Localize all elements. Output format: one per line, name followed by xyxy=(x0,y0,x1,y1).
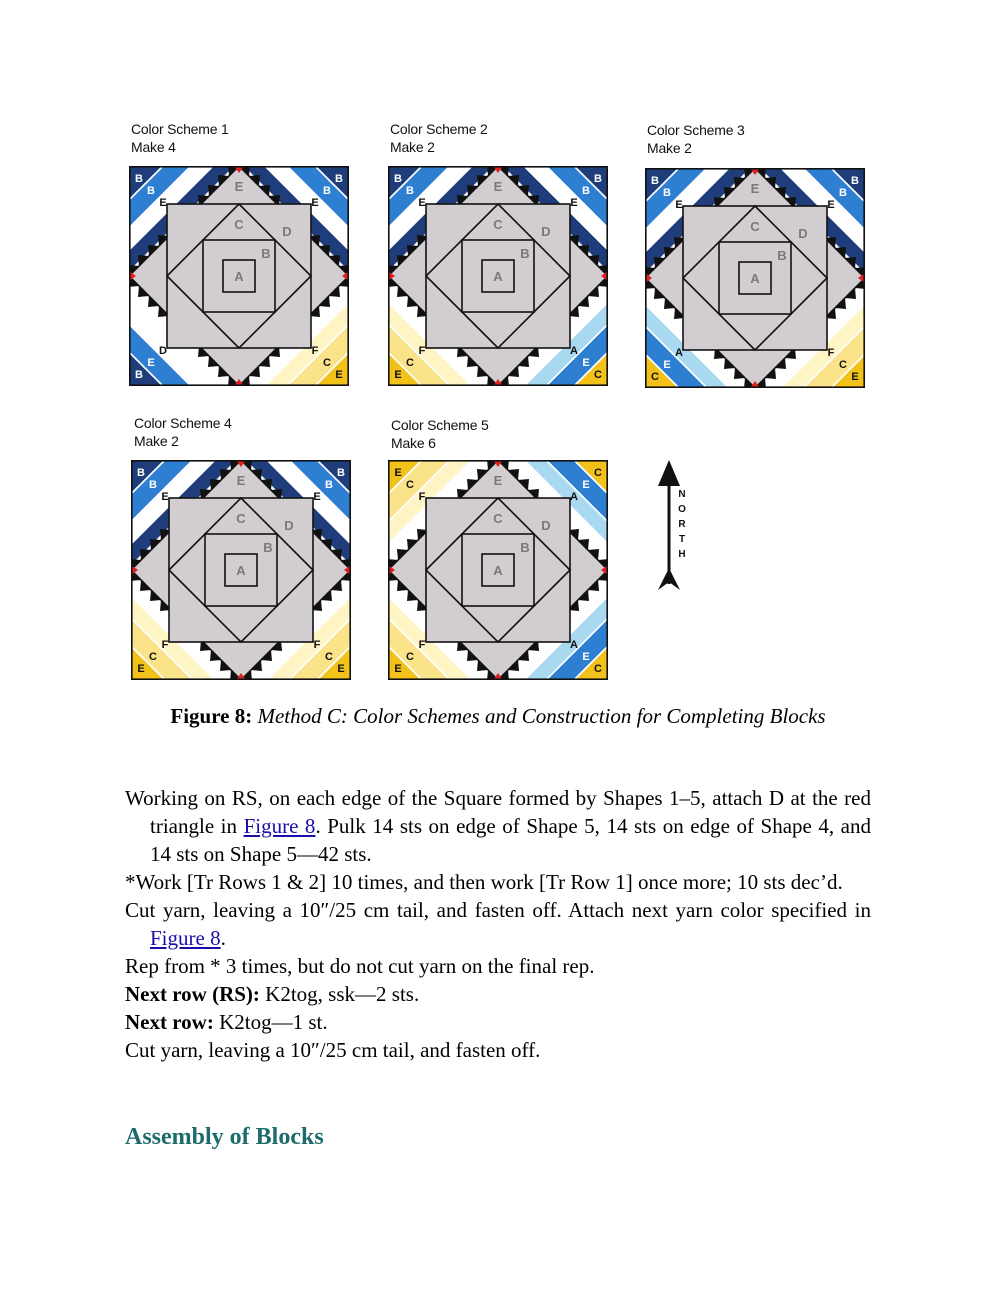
scheme-title: Color Scheme 2 xyxy=(390,121,488,137)
corner-letter: E xyxy=(335,369,343,381)
corner-letter: C xyxy=(594,663,602,675)
instruction-step: *Work [Tr Rows 1 & 2] 10 times, and then work [Tr Row 1] once more; 10 sts dec’d. xyxy=(125,870,843,894)
block-scheme-2 xyxy=(388,166,608,386)
block-svg xyxy=(388,460,608,680)
center-letter: C xyxy=(750,219,760,234)
instructions xyxy=(125,784,871,1064)
step-label: Next row: xyxy=(125,1010,214,1034)
corner-letter: F xyxy=(161,639,169,651)
block-scheme-4 xyxy=(131,460,351,680)
center-letter: A xyxy=(493,563,503,578)
caption-text: Method C: Color Schemes and Construction for Completing Blocks xyxy=(257,704,826,728)
step-text: K2tog—1 st. xyxy=(213,1010,328,1034)
scheme-title: Color Scheme 3 xyxy=(647,122,745,138)
block-svg xyxy=(131,460,351,680)
center-letter: E xyxy=(236,473,246,488)
block-svg xyxy=(388,166,608,386)
corner-letter: B xyxy=(839,187,847,199)
corner-letter: E xyxy=(582,357,590,369)
corner-letter: E xyxy=(827,199,835,211)
center-letter: A xyxy=(236,563,246,578)
corner-letter: E xyxy=(394,467,402,479)
center-letter: D xyxy=(541,224,551,239)
scheme-2-label xyxy=(390,120,488,156)
corner-letter: E xyxy=(161,491,169,503)
scheme-4-label xyxy=(134,414,232,450)
center-letter: B xyxy=(263,540,273,555)
north-letter: O xyxy=(678,504,686,515)
corner-letter: A xyxy=(570,345,578,357)
scheme-3-label xyxy=(647,121,745,157)
corner-letter: B xyxy=(323,185,331,197)
corner-letter: B xyxy=(337,467,345,479)
corner-letter: B xyxy=(394,173,402,185)
center-letter: C xyxy=(234,217,244,232)
corner-letter: C xyxy=(149,651,157,663)
corner-letter: E xyxy=(159,197,167,209)
center-letter: D xyxy=(798,226,808,241)
caption-label: Figure 8: xyxy=(170,704,253,728)
corner-letter: B xyxy=(594,173,602,185)
corner-letter: A xyxy=(570,639,578,651)
center-letter: E xyxy=(234,179,244,194)
corner-letter: B xyxy=(325,479,333,491)
instruction-step xyxy=(125,896,871,952)
section-heading: Assembly of Blocks xyxy=(125,1124,324,1150)
corner-letter: E xyxy=(137,663,145,675)
scheme-make: Make 2 xyxy=(647,140,692,156)
center-letter: E xyxy=(750,181,760,196)
corner-letter: E xyxy=(582,479,590,491)
corner-letter: A xyxy=(675,347,683,359)
corner-letter: B xyxy=(651,175,659,187)
scheme-title: Color Scheme 5 xyxy=(391,417,489,433)
figure-caption xyxy=(120,702,876,730)
corner-letter: B xyxy=(335,173,343,185)
north-letter: R xyxy=(678,519,686,530)
corner-letter: B xyxy=(582,185,590,197)
corner-letter: C xyxy=(594,369,602,381)
north-letter: T xyxy=(678,534,686,545)
instruction-step: Rep from * 3 times, but do not cut yarn on the final rep. xyxy=(125,954,595,978)
corner-letter: E xyxy=(337,663,345,675)
center-letter: C xyxy=(493,511,503,526)
corner-letter: C xyxy=(406,357,414,369)
step-text: . Pulk 14 sts on edge of Shape 5, 14 sts on edge of Shape 4, and 14 sts on Shape 5—42 sts. xyxy=(150,814,871,866)
corner-letter: B xyxy=(851,175,859,187)
scheme-title: Color Scheme 1 xyxy=(131,121,229,137)
corner-letter: E xyxy=(394,663,402,675)
corner-letter: A xyxy=(570,491,578,503)
corner-letter: E xyxy=(418,197,426,209)
center-letter: E xyxy=(493,473,503,488)
corner-letter: F xyxy=(418,491,426,503)
corner-letter: B xyxy=(149,479,157,491)
corner-letter: C xyxy=(406,479,414,491)
center-letter: A xyxy=(493,269,503,284)
corner-letter: E xyxy=(663,359,671,371)
corner-letter: F xyxy=(313,639,321,651)
corner-letter: E xyxy=(851,371,859,383)
corner-letter: E xyxy=(394,369,402,381)
corner-letter: B xyxy=(147,185,155,197)
scheme-title: Color Scheme 4 xyxy=(134,415,232,431)
scheme-make: Make 4 xyxy=(131,139,176,155)
corner-letter: C xyxy=(839,359,847,371)
block-scheme-3 xyxy=(645,168,865,388)
corner-letter: B xyxy=(135,369,143,381)
scheme-make: Make 6 xyxy=(391,435,436,451)
scheme-make: Make 2 xyxy=(390,139,435,155)
center-letter: C xyxy=(493,217,503,232)
corner-letter: C xyxy=(406,651,414,663)
instruction-step: Cut yarn, leaving a 10″/25 cm tail, and fasten off. xyxy=(125,1038,541,1062)
corner-letter: B xyxy=(406,185,414,197)
center-letter: E xyxy=(493,179,503,194)
corner-letter: E xyxy=(311,197,319,209)
instruction-step xyxy=(125,980,871,1008)
center-letter: D xyxy=(541,518,551,533)
corner-letter: B xyxy=(137,467,145,479)
step-label: Next row (RS): xyxy=(125,982,260,1006)
center-letter: D xyxy=(282,224,292,239)
block-scheme-1 xyxy=(129,166,349,386)
corner-letter: F xyxy=(311,345,319,357)
corner-letter: E xyxy=(570,197,578,209)
corner-letter: E xyxy=(582,651,590,663)
instruction-step xyxy=(125,1008,871,1036)
corner-letter: F xyxy=(418,639,426,651)
corner-letter: C xyxy=(594,467,602,479)
center-letter: C xyxy=(236,511,246,526)
block-svg xyxy=(129,166,349,386)
center-letter: B xyxy=(520,246,530,261)
step-text: Cut yarn, leaving a 10″/25 cm tail, and fasten off. Attach next yarn color specified in xyxy=(125,898,871,922)
corner-letter: D xyxy=(159,345,167,357)
corner-letter: E xyxy=(313,491,321,503)
center-letter: B xyxy=(261,246,271,261)
corner-letter: B xyxy=(135,173,143,185)
corner-letter: B xyxy=(663,187,671,199)
figure-8-link[interactable]: Figure 8 xyxy=(243,814,316,838)
corner-letter: C xyxy=(325,651,333,663)
step-text: . xyxy=(220,926,226,950)
center-letter: A xyxy=(750,271,760,286)
figure-8-link[interactable]: Figure 8 xyxy=(150,926,221,950)
center-letter: B xyxy=(520,540,530,555)
corner-letter: F xyxy=(418,345,426,357)
step-text: K2tog, ssk—2 sts. xyxy=(259,982,420,1006)
scheme-5-label xyxy=(391,416,489,452)
scheme-1-label xyxy=(131,120,229,156)
corner-letter: F xyxy=(827,347,835,359)
center-letter: B xyxy=(777,248,787,263)
center-letter: D xyxy=(284,518,294,533)
scheme-make: Make 2 xyxy=(134,433,179,449)
corner-letter: C xyxy=(651,371,659,383)
step-text: Working on RS, on each edge of the Square formed by Shapes 1–5, attach D at the red triangle in xyxy=(125,786,871,838)
block-svg xyxy=(645,168,865,388)
center-letter: A xyxy=(234,269,244,284)
north-letter: N xyxy=(678,489,686,500)
corner-letter: C xyxy=(323,357,331,369)
corner-letter: E xyxy=(147,357,155,369)
instruction-step xyxy=(125,784,871,868)
north-arrow xyxy=(655,460,695,590)
corner-letter: E xyxy=(675,199,683,211)
north-letter: H xyxy=(678,549,686,560)
block-scheme-5 xyxy=(388,460,608,680)
